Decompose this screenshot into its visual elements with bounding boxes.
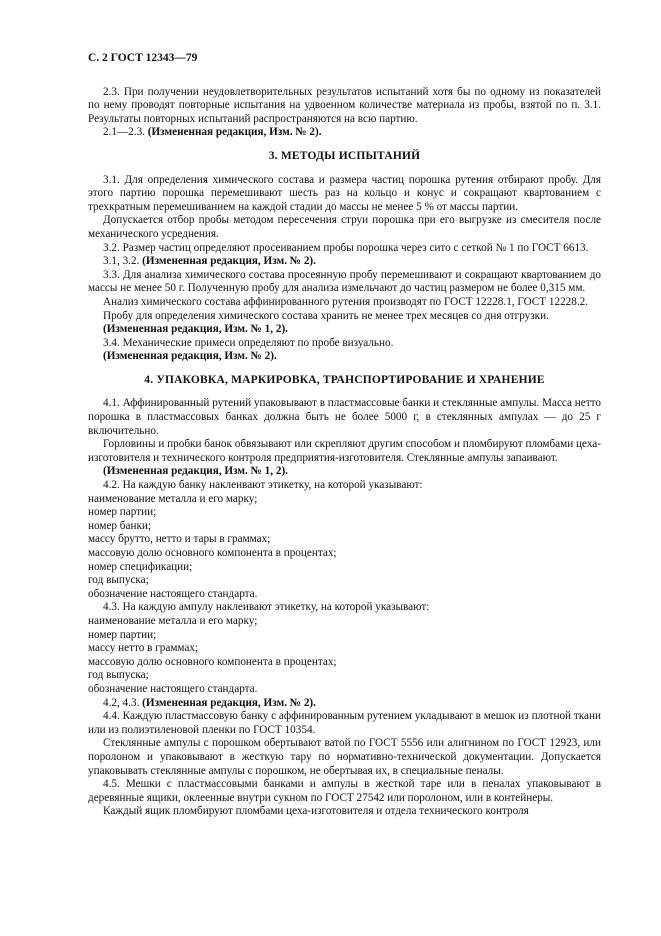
list-item: год выпуска; (88, 574, 149, 587)
label-list-4-3 (88, 615, 601, 697)
list-item: номер партии; (88, 628, 157, 641)
list-item: год выпуска; (88, 669, 149, 682)
list-item: массовую долю основного компонента в процентах; (88, 547, 337, 559)
list-item: наименование металла и его марку; (88, 614, 258, 627)
list-item: номер партии; (88, 506, 157, 519)
paragraph-3-3-b: Анализ химического состава аффинированного рутения производят по ГОСТ 12228.1, ГОСТ 12228.2. (103, 295, 589, 308)
list-item: массу нетто в граммах; (88, 642, 199, 655)
label-list-4-2 (88, 493, 601, 602)
paragraph-3-3-c: Пробу для определения химического состава хранить не менее трех месяцев со дня отгрузки. (103, 309, 549, 322)
amendment-note-4-2-4-3 (88, 697, 601, 711)
paragraph-4-5-b: Каждый ящик пломбируют пломбами цеха-изготовителя и отдела технического контроля (103, 805, 529, 818)
paragraph-4-5: 4.5. Мешки с пластмассовыми банками и ампулы в жесткой таре или в пеналах упаковывают в деревянные ящики, оклеенные внутри сукном по ГОСТ 27542 или поролоном, или в контейнеры. (88, 778, 601, 804)
list-item: обозначение настоящего стандарта. (88, 587, 258, 600)
paragraph-3-3: 3.3. Для анализа химического состава просеянную пробу перемешивают и сокращают квартованием до массы не менее 50 г. Полученную пробу для анализа измельчают до частиц размером не более 0,315 мм. (88, 268, 601, 295)
list-item: наименование металла и его марку; (88, 492, 258, 505)
amendment-text: (Измененная редакция, Изм. № 2). (142, 696, 316, 709)
paragraph-3-1-b: Допускается отбор пробы методом пересечения струи порошка при его выгрузке из смесителя после механического усреднения. (88, 214, 601, 240)
paragraph-2-3: 2.3. При получении неудовлетворительных результатов испытаний хотя бы по одному из показателей по нему проводят повторные испытания на удвоенном количестве материала из пробы, взятой по п. 3.1. Результаты повторных испытаний распространяются на всю партию. (88, 85, 601, 125)
amendment-note-2-1-2-3 (88, 126, 601, 140)
amendment-ref: 4.2, 4.3. (103, 696, 143, 709)
paragraph-4-2: 4.2. На каждую банку наклеивают этикетку, на которой указывают: (103, 479, 423, 492)
paragraph-3-1: 3.1. Для определения химического состава и размера частиц порошка рутения отбирают пробу. Для этого партию порошка перемешивают шесть раз на кольцо и конус и сокращают квартованием с трехкратным перемешиванием на каждой стадии до массы не менее 5 % от массы партии. (88, 173, 601, 213)
section-4-title: 4. УПАКОВКА, МАРКИРОВКА, ТРАНСПОРТИРОВАНИЕ И ХРАНЕНИЕ (144, 373, 545, 386)
list-item: номер банки; (88, 519, 151, 532)
amendment-note-4-1: (Измененная редакция, Изм. № 1, 2). (103, 465, 288, 478)
amendment-note-3-1-3-2 (88, 255, 601, 269)
amendment-text: (Измененная редакция, Изм. № 2). (147, 126, 322, 139)
list-item: обозначение настоящего стандарта. (88, 682, 258, 695)
list-item: массовую долю основного компонента в процентах; (88, 655, 337, 668)
paragraph-4-4-b: Стеклянные ампулы с порошком обертывают ватой по ГОСТ 5556 или алигнином по ГОСТ 12923, или поролоном и упаковывают в жесткую тару по нормативно-технической документации. Допускается упаковывать стеклянные ампулы с порошком, не обертывая их, в специальные пеналы. (88, 737, 601, 777)
document-page (88, 52, 601, 819)
paragraph-4-4: 4.4. Каждую пластмассовую банку с аффинированным рутением укладывают в мешок из плотной ткани или из полиэтиленовой пленки по ГОСТ 10354. (88, 710, 601, 736)
paragraph-3-4: 3.4. Механические примеси определяют по пробе визуально. (103, 336, 394, 349)
paragraph-3-2: 3.2. Размер частиц определяют просеиванием пробы порошка через сито с сеткой № 1 по ГОСТ 6613. (103, 241, 589, 254)
list-item: массу брутто, нетто и тары в граммах; (88, 533, 271, 546)
list-item: номер спецификации; (88, 560, 193, 573)
amendment-note-3-3: (Измененная редакция, Изм. № 1, 2). (103, 323, 288, 336)
paragraph-4-3: 4.3. На каждую ампулу наклеивают этикетку, на которой указывают: (103, 601, 430, 614)
paragraph-4-1-b: Горловины и пробки банок обвязывают или скрепляют другим способом и пломбируют пломбами цеха-изготовителя и технического контроля предприятия-изготовителя. Стеклянные ампулы запаивают. (88, 438, 601, 464)
amendment-ref: 3.1, 3.2. (103, 255, 143, 268)
section-3-title: 3. МЕТОДЫ ИСПЫТАНИЙ (268, 149, 421, 162)
running-head: С. 2 ГОСТ 12343—79 (88, 52, 198, 64)
amendment-note-3-4: (Измененная редакция, Изм. № 2). (103, 350, 277, 363)
amendment-ref: 2.1—2.3. (103, 126, 148, 139)
amendment-text: (Измененная редакция, Изм. № 2). (142, 255, 316, 268)
paragraph-4-1: 4.1. Аффинированный рутений упаковывают в пластмассовые банки и стеклянные ампулы. Масса нетто порошка в пластмассовых банках должна быть не более 5000 г, в стеклянных ампулах — до 25 г включительно. (88, 397, 601, 437)
